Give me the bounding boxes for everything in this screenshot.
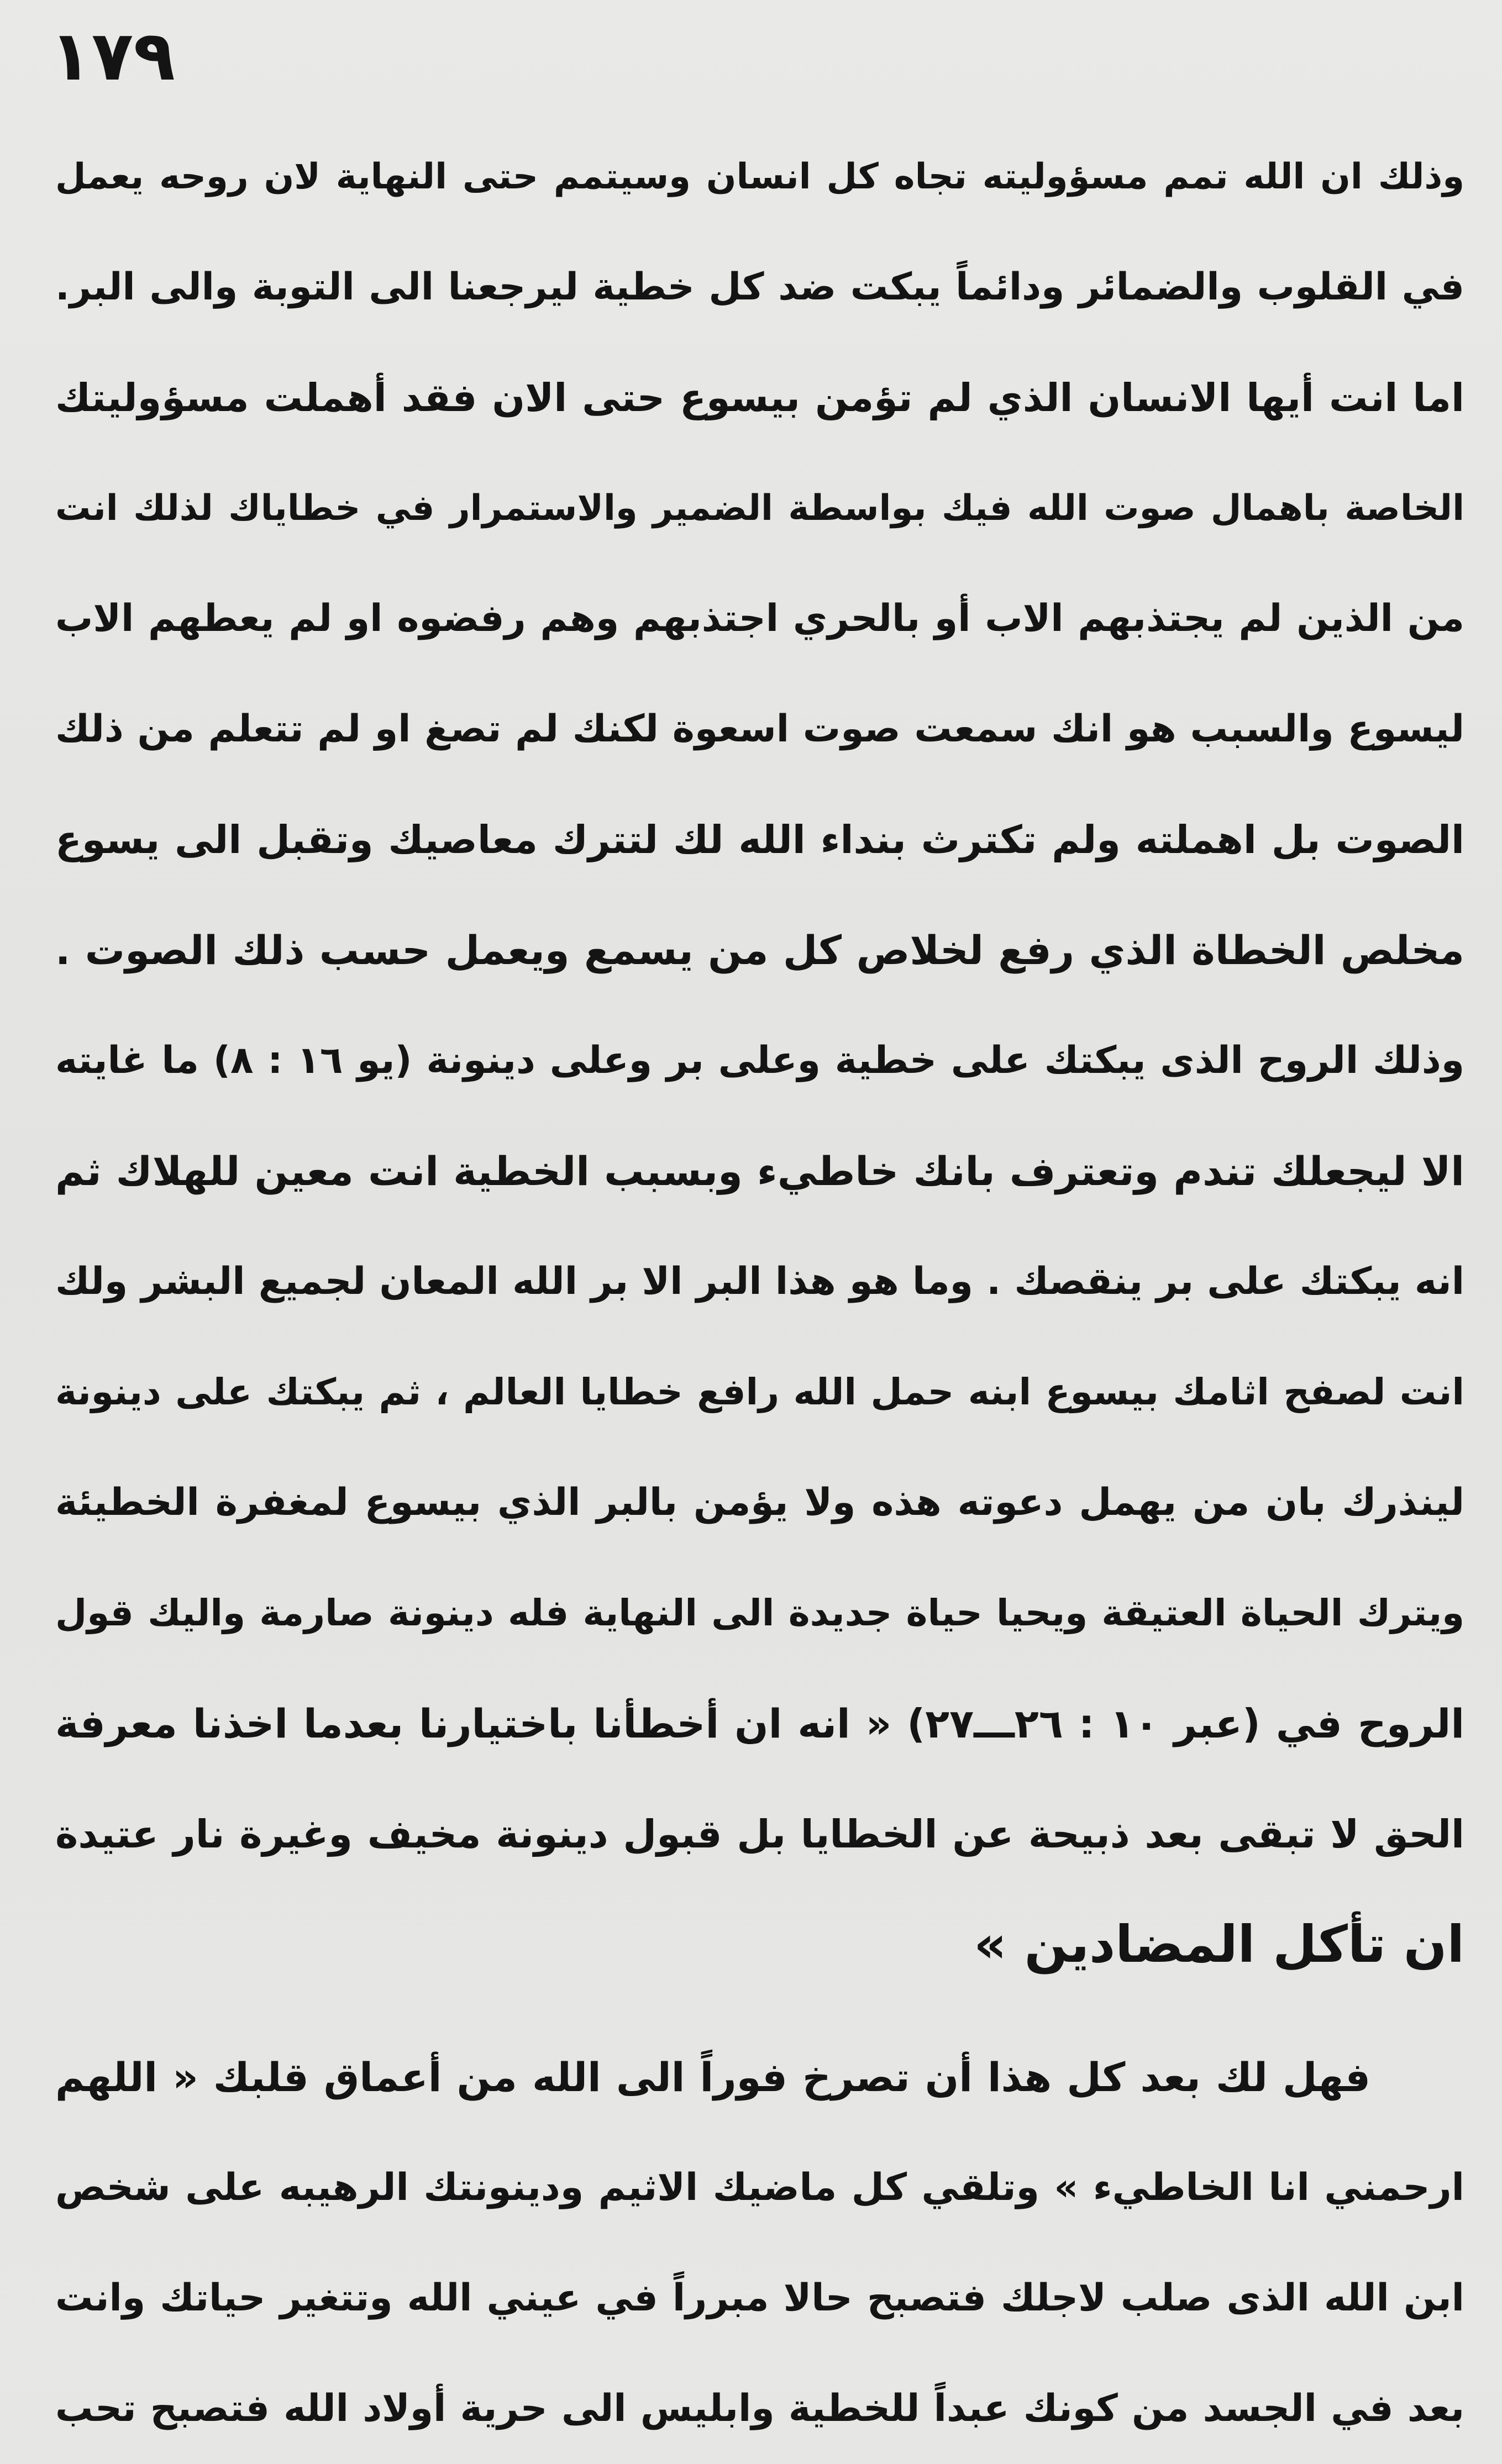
text-line: وذلك الروح الذى يبكتك على خطية وعلى بر وعلى دينونة (يو ١٦ : ٨) ما غايته — [55, 1039, 1464, 1082]
text-line: ابن الله الذى صلب لاجلك فتصبح حالا مبرراً في عيني الله وتتغير حياتك وانت — [55, 2276, 1464, 2320]
page-number: ١٧٩ — [50, 17, 176, 96]
text-line: في القلوب والضمائر ودائماً يبكت ضد كل خطية ليرجعنا الى التوبة والى البر. — [55, 265, 1464, 309]
text-line: بعد في الجسد من كونك عبداً للخطية وابليس الى حرية أولاد الله فتصبح تحب — [55, 2387, 1464, 2430]
text-line: الحق لا تبقى بعد ذبيحة عن الخطايا بل قبول دينونة مخيف وغيرة نار عتيدة — [55, 1812, 1464, 1857]
text-line: فهل لك بعد كل هذا أن تصرخ فوراً الى الله من أعماق قلبك « اللهم — [55, 2054, 1370, 2100]
text-line: الروح في (عبر ١٠ : ٢٦ـــ٢٧) « انه ان أخطأنا باختيارنا بعدما اخذنا معرفة — [55, 1700, 1464, 1747]
text-line: انه يبكتك على بر ينقصك . وما هو هذا البر الا بر الله المعان لجميع البشر ولك — [55, 1260, 1464, 1303]
paragraph-gap — [55, 2000, 1464, 2022]
text-line: ويترك الحياة العتيقة ويحيا حياة جديدة الى النهاية فله دينونة صارمة واليك قول — [55, 1592, 1464, 1634]
text-line: ارحمني انا الخاطيء » وتلقي كل ماضيك الاثيم ودينونتك الرهيبه على شخص — [55, 2166, 1464, 2209]
text-line: الصوت بل اهملته ولم تكترث بنداء الله لك لتترك معاصيك وتقبل الى يسوع — [55, 817, 1464, 862]
text-line: لينذرك بان من يهمل دعوته هذه ولا يؤمن بالبر الذي بيسوع لمغفرة الخطيئة — [55, 1481, 1464, 1524]
text-line: وذلك ان الله تمم مسؤوليته تجاه كل انسان وسيتمم حتى النهاية لان روحه يعمل — [55, 156, 1464, 197]
text-line: من الذين لم يجتذبهم الاب أو بالحري اجتذبهم وهم رفضوه او لم يعطهم الاب — [55, 597, 1464, 640]
text-line: انت لصفح اثامك بيسوع ابنه حمل الله رافع خطايا العالم ، ثم يبكتك على دينونة — [55, 1371, 1464, 1413]
text-line: ليسوع والسبب هو انك سمعت صوت اسعوة لكنك لم تصغ او لم تتعلم من ذلك — [55, 707, 1464, 751]
body-text — [55, 122, 1464, 2464]
text-line: ان تأكل المضادين » — [974, 1915, 1464, 1974]
text-line: الا ليجعلك تندم وتعترف بانك خاطيء وبسبب الخطية انت معين للهلاك ثم — [55, 1148, 1464, 1194]
text-line: الخاصة باهمال صوت الله فيك بواسطة الضمير والاستمرار في خطاياك لذلك انت — [55, 488, 1464, 529]
text-line: مخلص الخطاة الذي رفع لخلاص كل من يسمع ويعمل حسب ذلك الصوت . — [55, 927, 1464, 973]
text-line: اما انت أيها الانسان الذي لم تؤمن بيسوع حتى الان فقد أهملت مسؤوليتك — [55, 375, 1464, 420]
